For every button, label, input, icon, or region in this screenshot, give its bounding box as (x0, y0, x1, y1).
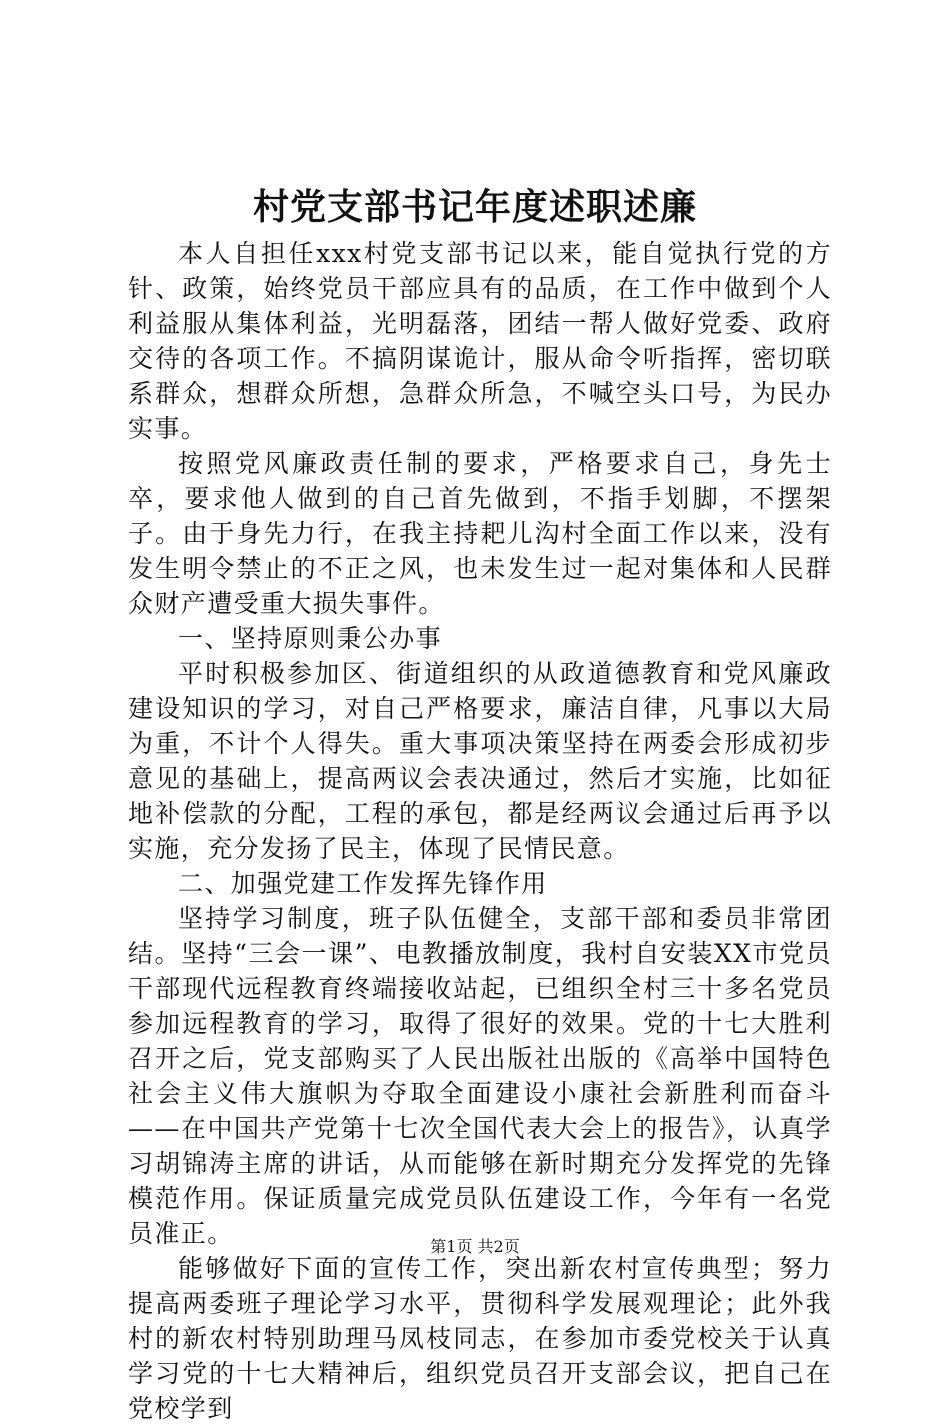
page-number-footer: 第1页 共2页 (430, 1237, 520, 1256)
paragraph-publicity: 能够做好下面的宣传工作，突出新农村宣传典型；努力提高两委班子理论学习水平，贯彻科学发展观理论；此外我村的新农村特别助理马凤枝同志，在参加市委党校关于认真学习党的十七大精神后，组织党员召开支部会议，把自己在党校学到 (128, 1254, 832, 1423)
paragraph-integrity: 按照党风廉政责任制的要求，严格要求自己，身先士卒，要求他人做到的自己首先做到，不指手划脚，不摆架子。由于身先力行，在我主持耙儿沟村全面工作以来，没有发生明令禁止的不正之风，也未发生过一起对集体和人民群众财产遭受重大损失事件。 (128, 449, 832, 618)
paragraph-intro: 本人自担任xxx村党支部书记以来，能自觉执行党的方针、政策，始终党员干部应具有的品质，在工作中做到个人利益服从集体利益，光明磊落，团结一帮人做好党委、政府交待的各项工作。不搞阴谋诡计，服从命令听指挥，密切联系群众，想群众所想，急群众所急，不喊空头口号，为民办实事。 (128, 239, 832, 443)
document-title: 村党支部书记年度述职述廉 (252, 186, 697, 228)
section-heading-2: 二、加强党建工作发挥先锋作用 (178, 869, 548, 898)
section-heading-1: 一、坚持原则秉公办事 (178, 624, 443, 653)
paragraph-party-building: 坚持学习制度，班子队伍健全，支部干部和委员非常团结。坚持“三会一课”、电教播放制度，我村自安装XX市党员干部现代远程教育终端接收站起，已组织全村三十多名党员参加远程教育的学习，取得了很好的效果。党的十七大胜利召开之后，党支部购买了人民出版社出版的《高举中国特色社会主义伟大旗帜为夺取全面建设小康社会新胜利而奋斗——在中国共产党第十七次全国代表大会上的报告》，认真学习胡锦涛主席的讲话，从而能够在新时期充分发挥党的先锋模范作用。保证质量完成党员队伍建设工作，今年有一名党员准正。 (128, 904, 832, 1248)
paragraph-principles: 平时积极参加区、街道组织的从政道德教育和党风廉政建设知识的学习，对自己严格要求，廉洁自律，凡事以大局为重，不计个人得失。重大事项决策坚持在两委会形成初步意见的基础上，提高两议会表决通过，然后才实施，比如征地补偿款的分配，工程的承包，都是经两议会通过后再予以实施，充分发扬了民主，体现了民情民意。 (128, 659, 832, 863)
